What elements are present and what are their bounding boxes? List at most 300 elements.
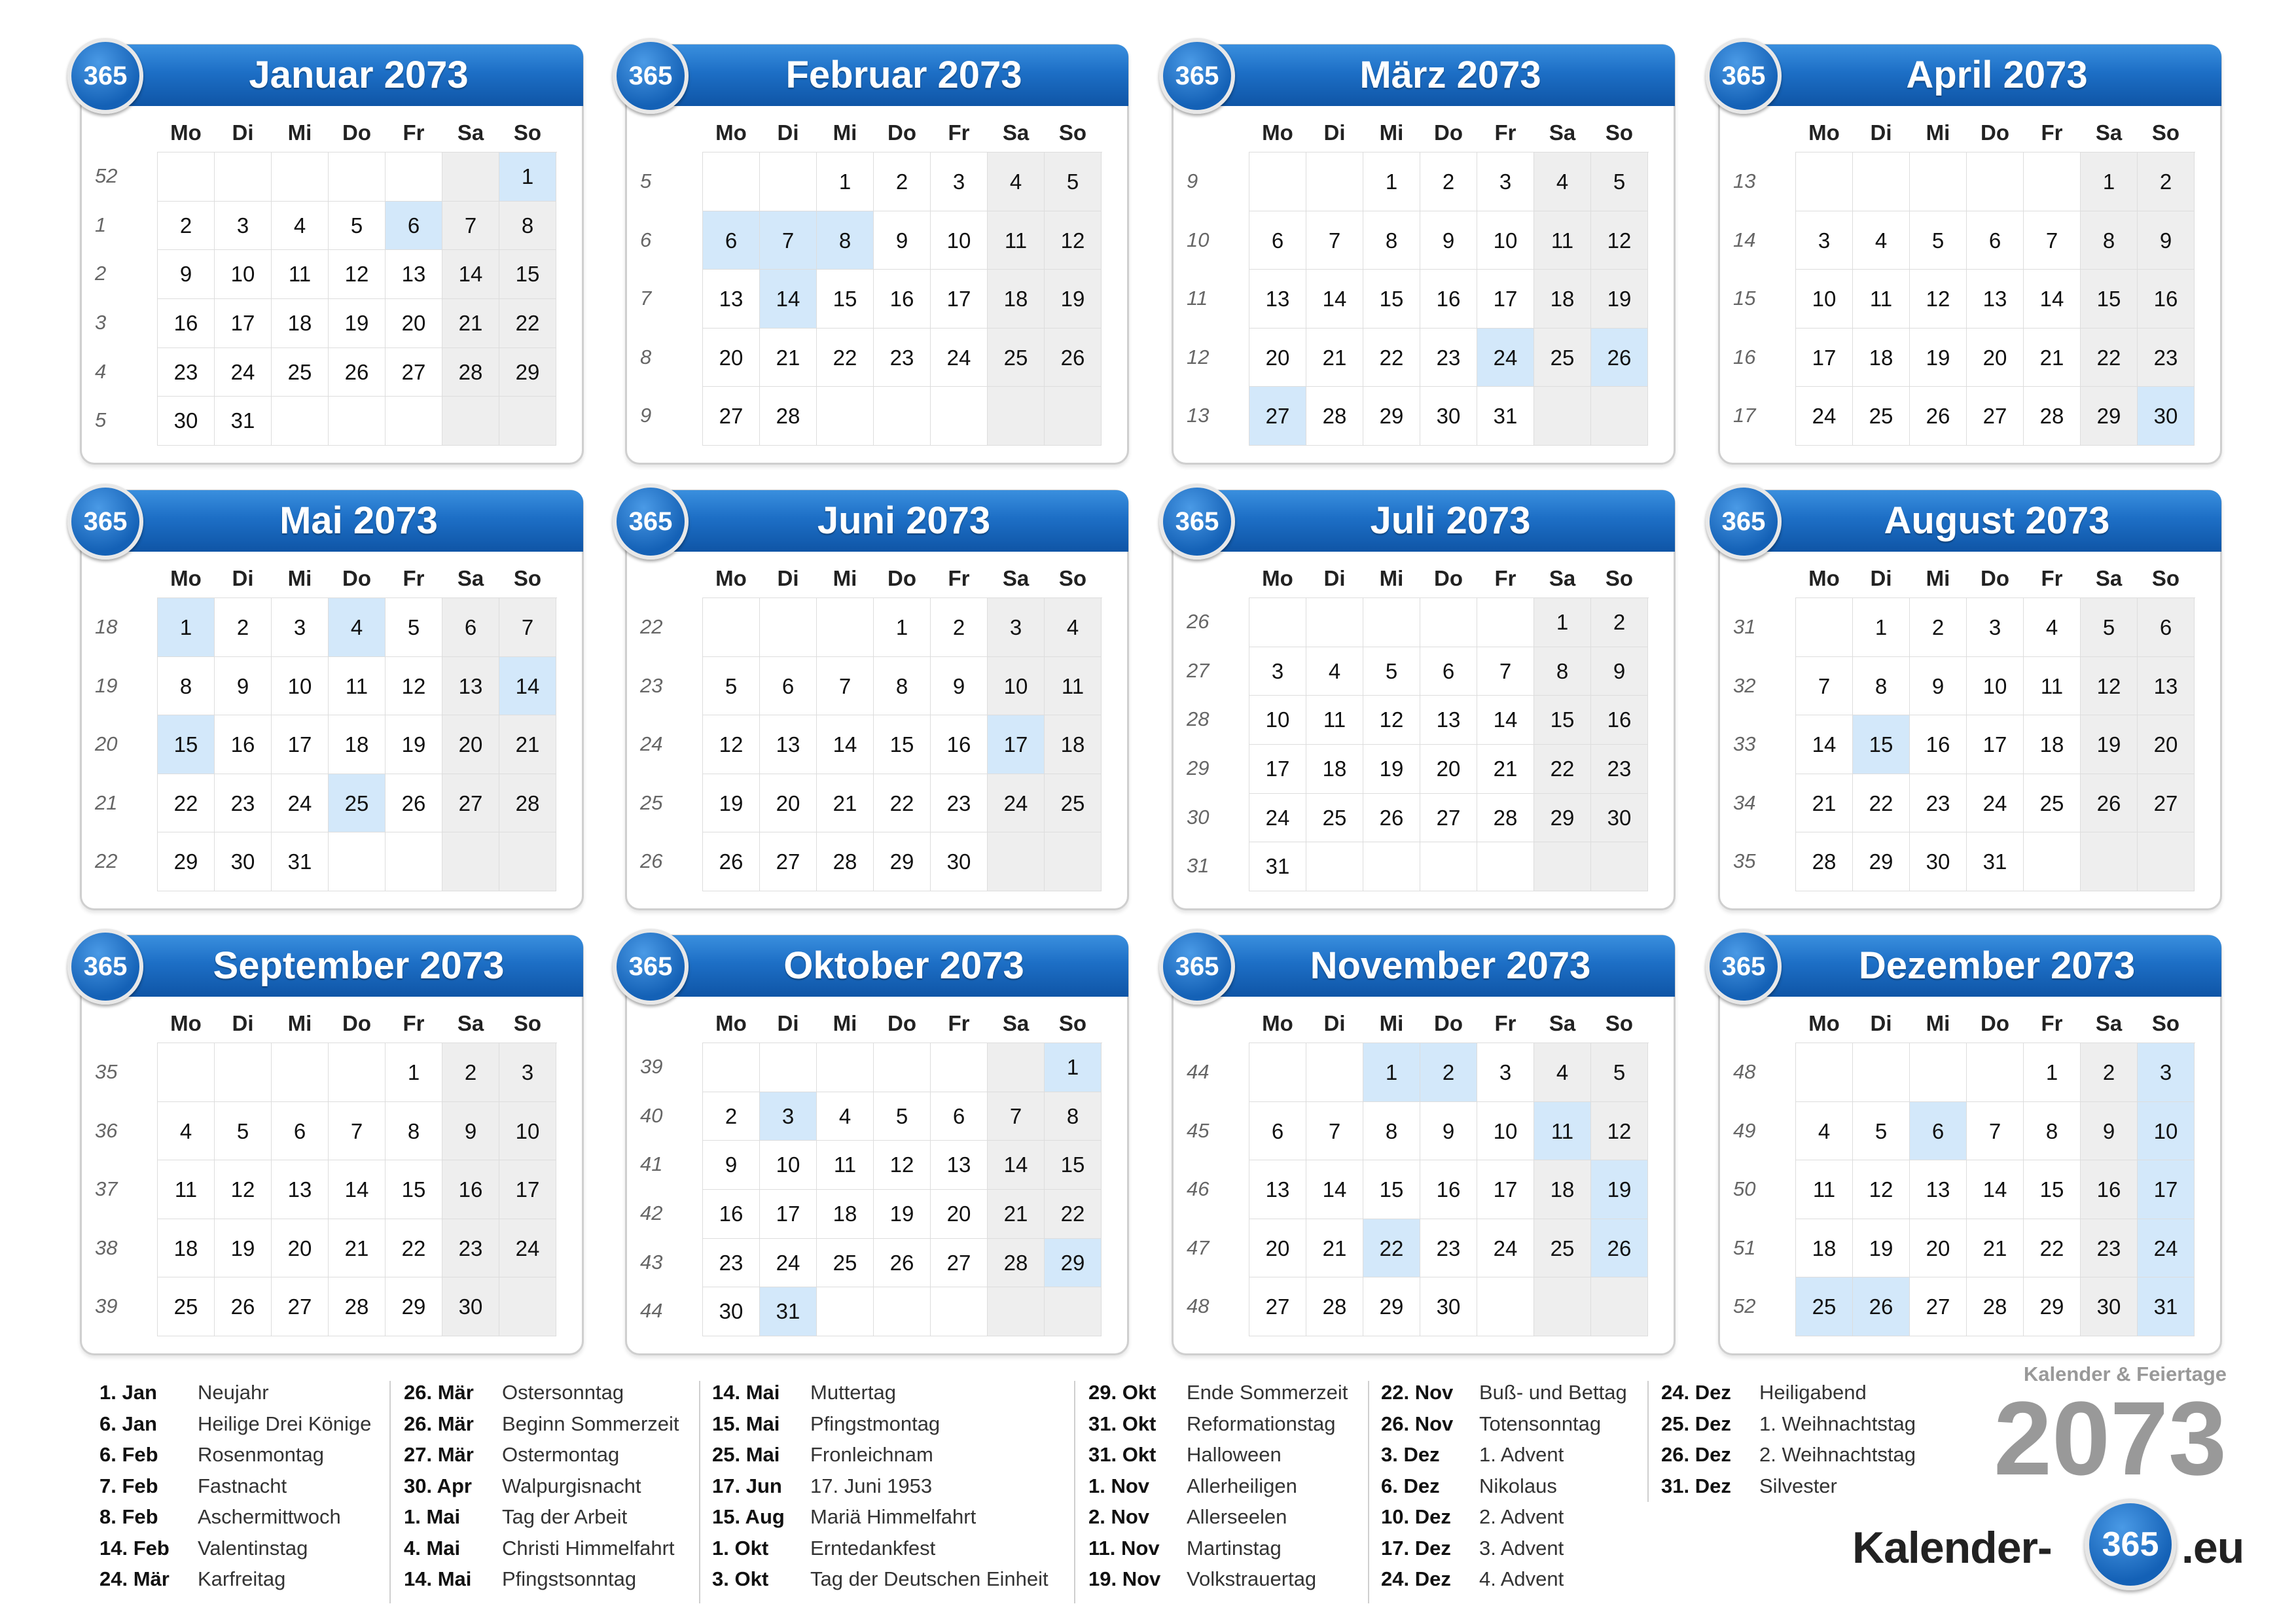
day-cell[interactable]: 16 bbox=[1420, 1160, 1477, 1219]
day-cell[interactable]: 12 bbox=[1045, 211, 1102, 270]
day-cell[interactable]: 13 bbox=[1910, 1160, 1967, 1219]
day-cell[interactable]: 6 bbox=[1967, 211, 2024, 270]
day-cell[interactable]: 22 bbox=[874, 774, 931, 833]
day-cell[interactable]: 30 bbox=[1910, 832, 1967, 891]
day-cell[interactable]: 23 bbox=[215, 774, 272, 833]
day-cell[interactable]: 22 bbox=[386, 1219, 442, 1278]
day-cell[interactable]: 19 bbox=[1363, 745, 1420, 794]
day-cell[interactable]: 17 bbox=[1477, 1160, 1534, 1219]
day-cell[interactable]: 24 bbox=[272, 774, 329, 833]
day-cell[interactable]: 9 bbox=[1420, 1102, 1477, 1161]
day-cell[interactable]: 16 bbox=[158, 299, 215, 348]
day-cell[interactable]: 1 bbox=[874, 598, 931, 657]
day-cell[interactable]: 27 bbox=[272, 1277, 329, 1336]
day-cell[interactable]: 15 bbox=[1363, 1160, 1420, 1219]
holiday-day-cell[interactable]: 6 bbox=[703, 211, 760, 270]
day-cell[interactable]: 23 bbox=[1420, 329, 1477, 387]
day-cell[interactable]: 14 bbox=[2024, 270, 2081, 329]
day-cell[interactable]: 9 bbox=[703, 1141, 760, 1190]
day-cell[interactable]: 7 bbox=[1306, 211, 1363, 270]
day-cell[interactable]: 11 bbox=[1853, 270, 1910, 329]
day-cell[interactable]: 15 bbox=[2081, 270, 2138, 329]
day-cell[interactable]: 12 bbox=[1591, 211, 1648, 270]
holiday-day-cell[interactable]: 26 bbox=[1591, 1219, 1648, 1278]
day-cell[interactable]: 10 bbox=[1477, 1102, 1534, 1161]
day-cell[interactable]: 26 bbox=[215, 1277, 272, 1336]
day-cell[interactable]: 31 bbox=[272, 832, 329, 891]
day-cell[interactable]: 28 bbox=[442, 348, 499, 397]
day-cell[interactable]: 28 bbox=[499, 774, 556, 833]
day-cell[interactable]: 1 bbox=[1534, 598, 1591, 647]
day-cell[interactable]: 27 bbox=[442, 774, 499, 833]
day-cell[interactable]: 22 bbox=[2081, 329, 2138, 387]
day-cell[interactable]: 16 bbox=[703, 1190, 760, 1239]
day-cell[interactable]: 16 bbox=[931, 715, 988, 774]
holiday-day-cell[interactable]: 15 bbox=[158, 715, 215, 774]
day-cell[interactable]: 5 bbox=[703, 657, 760, 716]
day-cell[interactable]: 30 bbox=[158, 397, 215, 446]
day-cell[interactable]: 6 bbox=[1249, 1102, 1306, 1161]
day-cell[interactable]: 2 bbox=[1420, 152, 1477, 211]
day-cell[interactable]: 10 bbox=[1796, 270, 1853, 329]
day-cell[interactable]: 15 bbox=[499, 250, 556, 299]
day-cell[interactable]: 24 bbox=[499, 1219, 556, 1278]
day-cell[interactable]: 10 bbox=[1967, 657, 2024, 716]
day-cell[interactable]: 1 bbox=[1853, 598, 1910, 657]
day-cell[interactable]: 11 bbox=[1796, 1160, 1853, 1219]
day-cell[interactable]: 8 bbox=[2081, 211, 2138, 270]
day-cell[interactable]: 1 bbox=[386, 1043, 442, 1102]
day-cell[interactable]: 10 bbox=[272, 657, 329, 716]
day-cell[interactable]: 20 bbox=[442, 715, 499, 774]
holiday-day-cell[interactable]: 22 bbox=[1363, 1219, 1420, 1278]
day-cell[interactable]: 7 bbox=[988, 1092, 1045, 1141]
day-cell[interactable]: 12 bbox=[703, 715, 760, 774]
day-cell[interactable]: 8 bbox=[1363, 211, 1420, 270]
day-cell[interactable]: 4 bbox=[817, 1092, 874, 1141]
day-cell[interactable]: 10 bbox=[931, 211, 988, 270]
holiday-day-cell[interactable]: 4 bbox=[329, 598, 386, 657]
day-cell[interactable]: 31 bbox=[1967, 832, 2024, 891]
day-cell[interactable]: 11 bbox=[158, 1160, 215, 1219]
day-cell[interactable]: 10 bbox=[1249, 696, 1306, 745]
day-cell[interactable]: 3 bbox=[1796, 211, 1853, 270]
day-cell[interactable]: 19 bbox=[1910, 329, 1967, 387]
day-cell[interactable]: 25 bbox=[817, 1239, 874, 1288]
day-cell[interactable]: 27 bbox=[931, 1239, 988, 1288]
day-cell[interactable]: 20 bbox=[386, 299, 442, 348]
day-cell[interactable]: 19 bbox=[703, 774, 760, 833]
day-cell[interactable]: 23 bbox=[2081, 1219, 2138, 1278]
day-cell[interactable]: 20 bbox=[1420, 745, 1477, 794]
day-cell[interactable]: 12 bbox=[215, 1160, 272, 1219]
holiday-day-cell[interactable]: 2 bbox=[1420, 1043, 1477, 1102]
day-cell[interactable]: 19 bbox=[1591, 270, 1648, 329]
day-cell[interactable]: 14 bbox=[329, 1160, 386, 1219]
day-cell[interactable]: 21 bbox=[329, 1219, 386, 1278]
day-cell[interactable]: 9 bbox=[874, 211, 931, 270]
day-cell[interactable]: 3 bbox=[1967, 598, 2024, 657]
day-cell[interactable]: 9 bbox=[158, 250, 215, 299]
day-cell[interactable]: 25 bbox=[1306, 794, 1363, 843]
day-cell[interactable]: 12 bbox=[1910, 270, 1967, 329]
day-cell[interactable]: 21 bbox=[1796, 774, 1853, 833]
day-cell[interactable]: 3 bbox=[1249, 647, 1306, 696]
day-cell[interactable]: 13 bbox=[386, 250, 442, 299]
day-cell[interactable]: 2 bbox=[874, 152, 931, 211]
day-cell[interactable]: 7 bbox=[817, 657, 874, 716]
day-cell[interactable]: 2 bbox=[703, 1092, 760, 1141]
day-cell[interactable]: 20 bbox=[272, 1219, 329, 1278]
day-cell[interactable]: 17 bbox=[931, 270, 988, 329]
day-cell[interactable]: 21 bbox=[1306, 329, 1363, 387]
day-cell[interactable]: 5 bbox=[1910, 211, 1967, 270]
day-cell[interactable]: 25 bbox=[272, 348, 329, 397]
day-cell[interactable]: 2 bbox=[1591, 598, 1648, 647]
day-cell[interactable]: 19 bbox=[2081, 715, 2138, 774]
day-cell[interactable]: 8 bbox=[1045, 1092, 1102, 1141]
day-cell[interactable]: 26 bbox=[2081, 774, 2138, 833]
holiday-day-cell[interactable]: 19 bbox=[1591, 1160, 1648, 1219]
day-cell[interactable]: 7 bbox=[1477, 647, 1534, 696]
day-cell[interactable]: 14 bbox=[1477, 696, 1534, 745]
day-cell[interactable]: 25 bbox=[1534, 329, 1591, 387]
day-cell[interactable]: 25 bbox=[1534, 1219, 1591, 1278]
day-cell[interactable]: 17 bbox=[760, 1190, 817, 1239]
day-cell[interactable]: 21 bbox=[499, 715, 556, 774]
day-cell[interactable]: 10 bbox=[499, 1102, 556, 1161]
day-cell[interactable]: 30 bbox=[1420, 1277, 1477, 1336]
day-cell[interactable]: 11 bbox=[1534, 211, 1591, 270]
day-cell[interactable]: 29 bbox=[386, 1277, 442, 1336]
holiday-day-cell[interactable]: 3 bbox=[2138, 1043, 2195, 1102]
day-cell[interactable]: 27 bbox=[703, 387, 760, 446]
day-cell[interactable]: 25 bbox=[2024, 774, 2081, 833]
day-cell[interactable]: 19 bbox=[215, 1219, 272, 1278]
day-cell[interactable]: 1 bbox=[2024, 1043, 2081, 1102]
holiday-day-cell[interactable]: 24 bbox=[1477, 329, 1534, 387]
day-cell[interactable]: 17 bbox=[1477, 270, 1534, 329]
day-cell[interactable]: 5 bbox=[1853, 1102, 1910, 1161]
day-cell[interactable]: 22 bbox=[158, 774, 215, 833]
day-cell[interactable]: 9 bbox=[1420, 211, 1477, 270]
holiday-day-cell[interactable]: 26 bbox=[1853, 1277, 1910, 1336]
day-cell[interactable]: 21 bbox=[1967, 1219, 2024, 1278]
day-cell[interactable]: 28 bbox=[988, 1239, 1045, 1288]
holiday-day-cell[interactable]: 31 bbox=[2138, 1277, 2195, 1336]
day-cell[interactable]: 16 bbox=[2081, 1160, 2138, 1219]
day-cell[interactable]: 2 bbox=[215, 598, 272, 657]
day-cell[interactable]: 29 bbox=[1363, 387, 1420, 446]
holiday-day-cell[interactable]: 1 bbox=[1045, 1043, 1102, 1092]
holiday-day-cell[interactable]: 10 bbox=[2138, 1102, 2195, 1161]
day-cell[interactable]: 16 bbox=[2138, 270, 2195, 329]
day-cell[interactable]: 30 bbox=[931, 832, 988, 891]
day-cell[interactable]: 19 bbox=[329, 299, 386, 348]
day-cell[interactable]: 11 bbox=[988, 211, 1045, 270]
day-cell[interactable]: 15 bbox=[1045, 1141, 1102, 1190]
day-cell[interactable]: 12 bbox=[329, 250, 386, 299]
day-cell[interactable]: 6 bbox=[931, 1092, 988, 1141]
day-cell[interactable]: 17 bbox=[1249, 745, 1306, 794]
day-cell[interactable]: 1 bbox=[817, 152, 874, 211]
day-cell[interactable]: 22 bbox=[1045, 1190, 1102, 1239]
day-cell[interactable]: 27 bbox=[2138, 774, 2195, 833]
day-cell[interactable]: 16 bbox=[1420, 270, 1477, 329]
day-cell[interactable]: 20 bbox=[703, 329, 760, 387]
day-cell[interactable]: 30 bbox=[703, 1287, 760, 1336]
day-cell[interactable]: 6 bbox=[760, 657, 817, 716]
day-cell[interactable]: 28 bbox=[2024, 387, 2081, 446]
day-cell[interactable]: 22 bbox=[499, 299, 556, 348]
day-cell[interactable]: 14 bbox=[1306, 270, 1363, 329]
day-cell[interactable]: 10 bbox=[1477, 211, 1534, 270]
day-cell[interactable]: 5 bbox=[215, 1102, 272, 1161]
day-cell[interactable]: 6 bbox=[442, 598, 499, 657]
day-cell[interactable]: 22 bbox=[817, 329, 874, 387]
day-cell[interactable]: 5 bbox=[2081, 598, 2138, 657]
day-cell[interactable]: 20 bbox=[1249, 1219, 1306, 1278]
holiday-day-cell[interactable]: 8 bbox=[817, 211, 874, 270]
day-cell[interactable]: 2 bbox=[442, 1043, 499, 1102]
day-cell[interactable]: 7 bbox=[1796, 657, 1853, 716]
brand-logo[interactable] bbox=[1852, 1499, 2244, 1590]
day-cell[interactable]: 12 bbox=[2081, 657, 2138, 716]
day-cell[interactable]: 11 bbox=[329, 657, 386, 716]
day-cell[interactable]: 21 bbox=[988, 1190, 1045, 1239]
day-cell[interactable]: 29 bbox=[874, 832, 931, 891]
day-cell[interactable]: 26 bbox=[1363, 794, 1420, 843]
day-cell[interactable]: 28 bbox=[329, 1277, 386, 1336]
day-cell[interactable]: 16 bbox=[1591, 696, 1648, 745]
day-cell[interactable]: 4 bbox=[1853, 211, 1910, 270]
day-cell[interactable]: 3 bbox=[499, 1043, 556, 1102]
day-cell[interactable]: 8 bbox=[1534, 647, 1591, 696]
day-cell[interactable]: 9 bbox=[442, 1102, 499, 1161]
day-cell[interactable]: 5 bbox=[1363, 647, 1420, 696]
day-cell[interactable]: 9 bbox=[215, 657, 272, 716]
holiday-day-cell[interactable]: 17 bbox=[2138, 1160, 2195, 1219]
day-cell[interactable]: 14 bbox=[1306, 1160, 1363, 1219]
day-cell[interactable]: 30 bbox=[442, 1277, 499, 1336]
day-cell[interactable]: 18 bbox=[1853, 329, 1910, 387]
day-cell[interactable]: 18 bbox=[1045, 715, 1102, 774]
day-cell[interactable]: 18 bbox=[1534, 1160, 1591, 1219]
day-cell[interactable]: 24 bbox=[760, 1239, 817, 1288]
day-cell[interactable]: 11 bbox=[2024, 657, 2081, 716]
day-cell[interactable]: 9 bbox=[2081, 1102, 2138, 1161]
day-cell[interactable]: 18 bbox=[1534, 270, 1591, 329]
day-cell[interactable]: 2 bbox=[2081, 1043, 2138, 1102]
day-cell[interactable]: 8 bbox=[1363, 1102, 1420, 1161]
holiday-day-cell[interactable]: 14 bbox=[499, 657, 556, 716]
day-cell[interactable]: 13 bbox=[1249, 270, 1306, 329]
day-cell[interactable]: 23 bbox=[2138, 329, 2195, 387]
day-cell[interactable]: 3 bbox=[931, 152, 988, 211]
day-cell[interactable]: 24 bbox=[215, 348, 272, 397]
day-cell[interactable]: 26 bbox=[703, 832, 760, 891]
day-cell[interactable]: 25 bbox=[1853, 387, 1910, 446]
day-cell[interactable]: 23 bbox=[158, 348, 215, 397]
holiday-day-cell[interactable]: 1 bbox=[158, 598, 215, 657]
day-cell[interactable]: 23 bbox=[703, 1239, 760, 1288]
day-cell[interactable]: 21 bbox=[817, 774, 874, 833]
day-cell[interactable]: 15 bbox=[386, 1160, 442, 1219]
day-cell[interactable]: 25 bbox=[1045, 774, 1102, 833]
day-cell[interactable]: 13 bbox=[1249, 1160, 1306, 1219]
day-cell[interactable]: 4 bbox=[988, 152, 1045, 211]
day-cell[interactable]: 25 bbox=[158, 1277, 215, 1336]
day-cell[interactable]: 18 bbox=[329, 715, 386, 774]
day-cell[interactable]: 14 bbox=[442, 250, 499, 299]
day-cell[interactable]: 13 bbox=[760, 715, 817, 774]
day-cell[interactable]: 4 bbox=[1045, 598, 1102, 657]
day-cell[interactable]: 15 bbox=[817, 270, 874, 329]
day-cell[interactable]: 17 bbox=[1796, 329, 1853, 387]
day-cell[interactable]: 15 bbox=[1534, 696, 1591, 745]
holiday-day-cell[interactable]: 31 bbox=[760, 1287, 817, 1336]
day-cell[interactable]: 26 bbox=[1045, 329, 1102, 387]
day-cell[interactable]: 31 bbox=[1249, 842, 1306, 891]
day-cell[interactable]: 15 bbox=[2024, 1160, 2081, 1219]
day-cell[interactable]: 6 bbox=[2138, 598, 2195, 657]
day-cell[interactable]: 28 bbox=[1967, 1277, 2024, 1336]
holiday-day-cell[interactable]: 24 bbox=[2138, 1219, 2195, 1278]
day-cell[interactable]: 29 bbox=[2081, 387, 2138, 446]
day-cell[interactable]: 29 bbox=[158, 832, 215, 891]
day-cell[interactable]: 7 bbox=[329, 1102, 386, 1161]
day-cell[interactable]: 23 bbox=[1591, 745, 1648, 794]
day-cell[interactable]: 18 bbox=[272, 299, 329, 348]
day-cell[interactable]: 5 bbox=[874, 1092, 931, 1141]
day-cell[interactable]: 16 bbox=[442, 1160, 499, 1219]
day-cell[interactable]: 11 bbox=[1306, 696, 1363, 745]
day-cell[interactable]: 2 bbox=[158, 202, 215, 251]
day-cell[interactable]: 8 bbox=[2024, 1102, 2081, 1161]
day-cell[interactable]: 14 bbox=[817, 715, 874, 774]
day-cell[interactable]: 28 bbox=[1796, 832, 1853, 891]
day-cell[interactable]: 7 bbox=[499, 598, 556, 657]
day-cell[interactable]: 4 bbox=[158, 1102, 215, 1161]
day-cell[interactable]: 29 bbox=[1363, 1277, 1420, 1336]
day-cell[interactable]: 17 bbox=[1967, 715, 2024, 774]
day-cell[interactable]: 12 bbox=[1853, 1160, 1910, 1219]
day-cell[interactable]: 15 bbox=[874, 715, 931, 774]
day-cell[interactable]: 13 bbox=[1967, 270, 2024, 329]
day-cell[interactable]: 2 bbox=[931, 598, 988, 657]
day-cell[interactable]: 27 bbox=[1910, 1277, 1967, 1336]
day-cell[interactable]: 23 bbox=[931, 774, 988, 833]
day-cell[interactable]: 4 bbox=[1796, 1102, 1853, 1161]
holiday-day-cell[interactable]: 25 bbox=[1796, 1277, 1853, 1336]
day-cell[interactable]: 13 bbox=[272, 1160, 329, 1219]
day-cell[interactable]: 21 bbox=[2024, 329, 2081, 387]
day-cell[interactable]: 24 bbox=[988, 774, 1045, 833]
day-cell[interactable]: 10 bbox=[760, 1141, 817, 1190]
day-cell[interactable]: 8 bbox=[386, 1102, 442, 1161]
day-cell[interactable]: 17 bbox=[499, 1160, 556, 1219]
holiday-day-cell[interactable]: 7 bbox=[760, 211, 817, 270]
day-cell[interactable]: 28 bbox=[1306, 387, 1363, 446]
day-cell[interactable]: 13 bbox=[931, 1141, 988, 1190]
day-cell[interactable]: 20 bbox=[1967, 329, 2024, 387]
day-cell[interactable]: 16 bbox=[874, 270, 931, 329]
holiday-day-cell[interactable]: 26 bbox=[1591, 329, 1648, 387]
day-cell[interactable]: 7 bbox=[442, 202, 499, 251]
holiday-day-cell[interactable]: 11 bbox=[1534, 1102, 1591, 1161]
day-cell[interactable]: 28 bbox=[817, 832, 874, 891]
day-cell[interactable]: 10 bbox=[215, 250, 272, 299]
day-cell[interactable]: 23 bbox=[442, 1219, 499, 1278]
day-cell[interactable]: 20 bbox=[2138, 715, 2195, 774]
day-cell[interactable]: 24 bbox=[1967, 774, 2024, 833]
day-cell[interactable]: 21 bbox=[1306, 1219, 1363, 1278]
holiday-day-cell[interactable]: 25 bbox=[329, 774, 386, 833]
day-cell[interactable]: 2 bbox=[2138, 152, 2195, 211]
day-cell[interactable]: 8 bbox=[158, 657, 215, 716]
day-cell[interactable]: 20 bbox=[760, 774, 817, 833]
day-cell[interactable]: 30 bbox=[215, 832, 272, 891]
day-cell[interactable]: 9 bbox=[1591, 647, 1648, 696]
day-cell[interactable]: 4 bbox=[2024, 598, 2081, 657]
day-cell[interactable]: 29 bbox=[1534, 794, 1591, 843]
day-cell[interactable]: 30 bbox=[1591, 794, 1648, 843]
holiday-day-cell[interactable]: 15 bbox=[1853, 715, 1910, 774]
day-cell[interactable]: 24 bbox=[1796, 387, 1853, 446]
day-cell[interactable]: 13 bbox=[1420, 696, 1477, 745]
holiday-day-cell[interactable]: 6 bbox=[1910, 1102, 1967, 1161]
day-cell[interactable]: 24 bbox=[931, 329, 988, 387]
day-cell[interactable]: 26 bbox=[386, 774, 442, 833]
day-cell[interactable]: 2 bbox=[1910, 598, 1967, 657]
day-cell[interactable]: 26 bbox=[874, 1239, 931, 1288]
holiday-day-cell[interactable]: 3 bbox=[760, 1092, 817, 1141]
day-cell[interactable]: 13 bbox=[442, 657, 499, 716]
day-cell[interactable]: 18 bbox=[817, 1190, 874, 1239]
day-cell[interactable]: 5 bbox=[1591, 152, 1648, 211]
day-cell[interactable]: 1 bbox=[2081, 152, 2138, 211]
day-cell[interactable]: 26 bbox=[1910, 387, 1967, 446]
day-cell[interactable]: 4 bbox=[272, 202, 329, 251]
day-cell[interactable]: 14 bbox=[1967, 1160, 2024, 1219]
day-cell[interactable]: 12 bbox=[386, 657, 442, 716]
day-cell[interactable]: 17 bbox=[272, 715, 329, 774]
holiday-day-cell[interactable]: 6 bbox=[386, 202, 442, 251]
day-cell[interactable]: 8 bbox=[1853, 657, 1910, 716]
day-cell[interactable]: 4 bbox=[1306, 647, 1363, 696]
day-cell[interactable]: 3 bbox=[272, 598, 329, 657]
day-cell[interactable]: 6 bbox=[272, 1102, 329, 1161]
day-cell[interactable]: 7 bbox=[1306, 1102, 1363, 1161]
day-cell[interactable]: 4 bbox=[1534, 152, 1591, 211]
day-cell[interactable]: 11 bbox=[1045, 657, 1102, 716]
day-cell[interactable]: 3 bbox=[988, 598, 1045, 657]
day-cell[interactable]: 13 bbox=[2138, 657, 2195, 716]
day-cell[interactable]: 26 bbox=[329, 348, 386, 397]
day-cell[interactable]: 20 bbox=[1910, 1219, 1967, 1278]
day-cell[interactable]: 9 bbox=[1910, 657, 1967, 716]
day-cell[interactable]: 5 bbox=[1045, 152, 1102, 211]
day-cell[interactable]: 3 bbox=[1477, 152, 1534, 211]
day-cell[interactable]: 8 bbox=[874, 657, 931, 716]
holiday-day-cell[interactable]: 30 bbox=[2138, 387, 2195, 446]
day-cell[interactable]: 9 bbox=[931, 657, 988, 716]
day-cell[interactable]: 22 bbox=[1363, 329, 1420, 387]
day-cell[interactable]: 4 bbox=[1534, 1043, 1591, 1102]
holiday-day-cell[interactable]: 14 bbox=[760, 270, 817, 329]
day-cell[interactable]: 31 bbox=[215, 397, 272, 446]
day-cell[interactable]: 18 bbox=[158, 1219, 215, 1278]
